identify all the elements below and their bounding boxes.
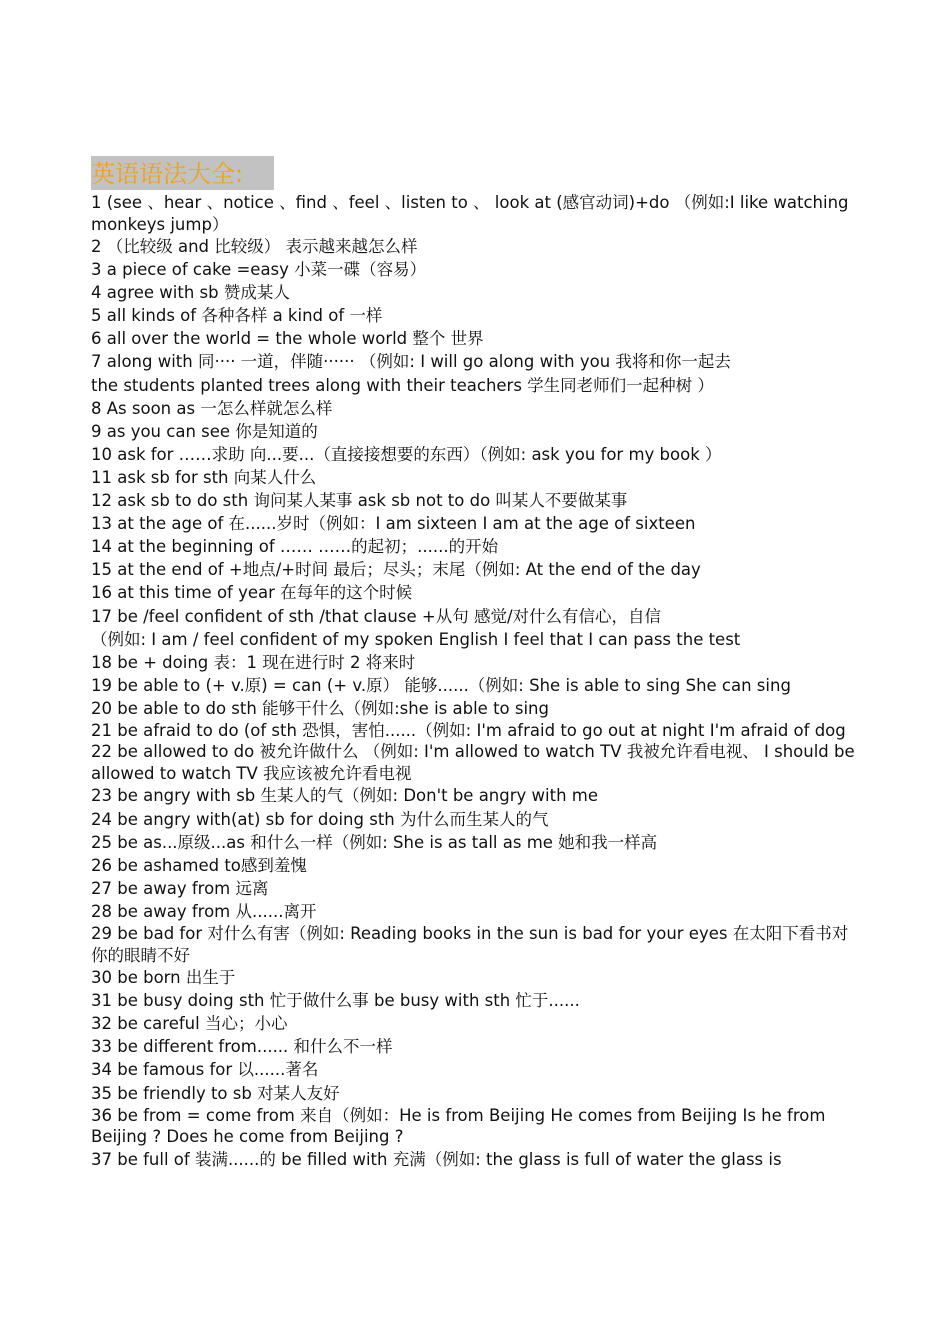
list-item: 5 all kinds of 各种各样 a kind of 一样 — [91, 306, 383, 326]
list-item: 22 be allowed to do 被允许做什么 （例如: I'm allowed to watch TV 我被允许看电视、 I should be allowed to watch TV 我应该被允许看电视 — [91, 742, 855, 783]
list-item: 37 be full of 装满......的 be filled with 充满（例如: the glass is full of water the glass is — [91, 1149, 782, 1169]
list-item: 32 be careful 当心；小心 — [91, 1014, 288, 1034]
list-item: 14 at the beginning of …… ……的起初；......的开始 — [91, 537, 499, 557]
list-item: 26 be ashamed to感到羞愧 — [91, 855, 307, 875]
list-item: 13 at the age of 在......岁时（例如：I am sixteen I am at the age of sixteen — [91, 514, 696, 534]
list-item: （例如: I am / feel confident of my spoken English I feel that I can pass the test — [91, 629, 741, 649]
document-title: 英语语法大全: — [91, 160, 244, 188]
list-item: 31 be busy doing sth 忙于做什么事 be busy with sth 忙于...... — [91, 991, 580, 1011]
list-item: 35 be friendly to sb 对某人友好 — [91, 1083, 340, 1103]
list-item: 23 be angry with sb 生某人的气（例如: Don't be angry with me — [91, 786, 599, 806]
list-item: 34 be famous for 以......著名 — [91, 1060, 319, 1080]
list-item: 10 ask for ……求助 向...要...（直接接想要的东西）（例如: ask you for my book ） — [91, 444, 722, 464]
list-item: 19 be able to (+ v.原) = can (+ v.原） 能够......（例如: She is able to sing She can sing — [91, 675, 791, 695]
list-item: 8 As soon as 一怎么样就怎么样 — [91, 398, 333, 418]
list-item: 36 be from = come from 来自（例如：He is from Beijing He comes from Beijing Is he from Beijing ? Does he come from Beijing ? — [91, 1105, 826, 1147]
list-item: 15 at the end of +地点/+时间 最后；尽头；末尾（例如: At the end of the day — [91, 560, 701, 580]
list-item: 2 （比较级 and 比较级） 表示越来越怎么样 — [91, 237, 418, 256]
list-item: 33 be different from...... 和什么不一样 — [91, 1037, 393, 1057]
list-item: 9 as you can see 你是知道的 — [91, 421, 318, 441]
list-item: 25 be as...原级...as 和什么一样（例如: She is as tall as me 她和我一样高 — [91, 832, 658, 852]
list-item: 17 be /feel confident of sth /that clause +从句 感觉/对什么有信心，自信 — [91, 606, 661, 626]
list-item: 12 ask sb to do sth 询问某人某事 ask sb not to do 叫某人不要做某事 — [91, 491, 628, 511]
list-item: 18 be + doing 表：1 现在进行时 2 将来时 — [91, 652, 416, 672]
list-item: 6 all over the world = the whole world 整个 世界 — [91, 329, 484, 349]
list-item: 28 be away from 从......离开 — [91, 901, 317, 921]
list-item: the students planted trees along with their teachers 学生同老师们一起种树 ） — [91, 375, 714, 395]
list-item: 16 at this time of year 在每年的这个时候 — [91, 583, 413, 603]
grammar-list — [91, 192, 861, 1171]
list-item: 29 be bad for 对什么有害（例如: Reading books in the sun is bad for your eyes 在太阳下看书对你的眼睛不好 — [91, 924, 849, 965]
list-item: 4 agree with sb 赞成某人 — [91, 283, 290, 303]
list-item: 27 be away from 远离 — [91, 878, 269, 898]
list-item: 24 be angry with(at) sb for doing sth 为什么而生某人的气 — [91, 809, 549, 829]
list-item: 3 a piece of cake =easy 小菜一碟（容易） — [91, 260, 427, 280]
list-item: 21 be afraid to do (of sth 恐惧，害怕......（例如: I'm afraid to go out at night I'm afraid of dog — [91, 720, 846, 740]
list-item: 30 be born 出生于 — [91, 968, 236, 988]
list-item: 7 along with 同···· 一道，伴随······ （例如: I will go along with you 我将和你一起去 — [91, 352, 731, 372]
list-item: 11 ask sb for sth 向某人什么 — [91, 467, 317, 487]
list-item: 1 (see 、hear 、notice 、find 、feel 、listen to 、 look at (感官动词)+do （例如:I like watching monkeys jump） — [91, 193, 849, 234]
list-item: 20 be able to do sth 能够干什么（例如:she is able to sing — [91, 698, 549, 718]
